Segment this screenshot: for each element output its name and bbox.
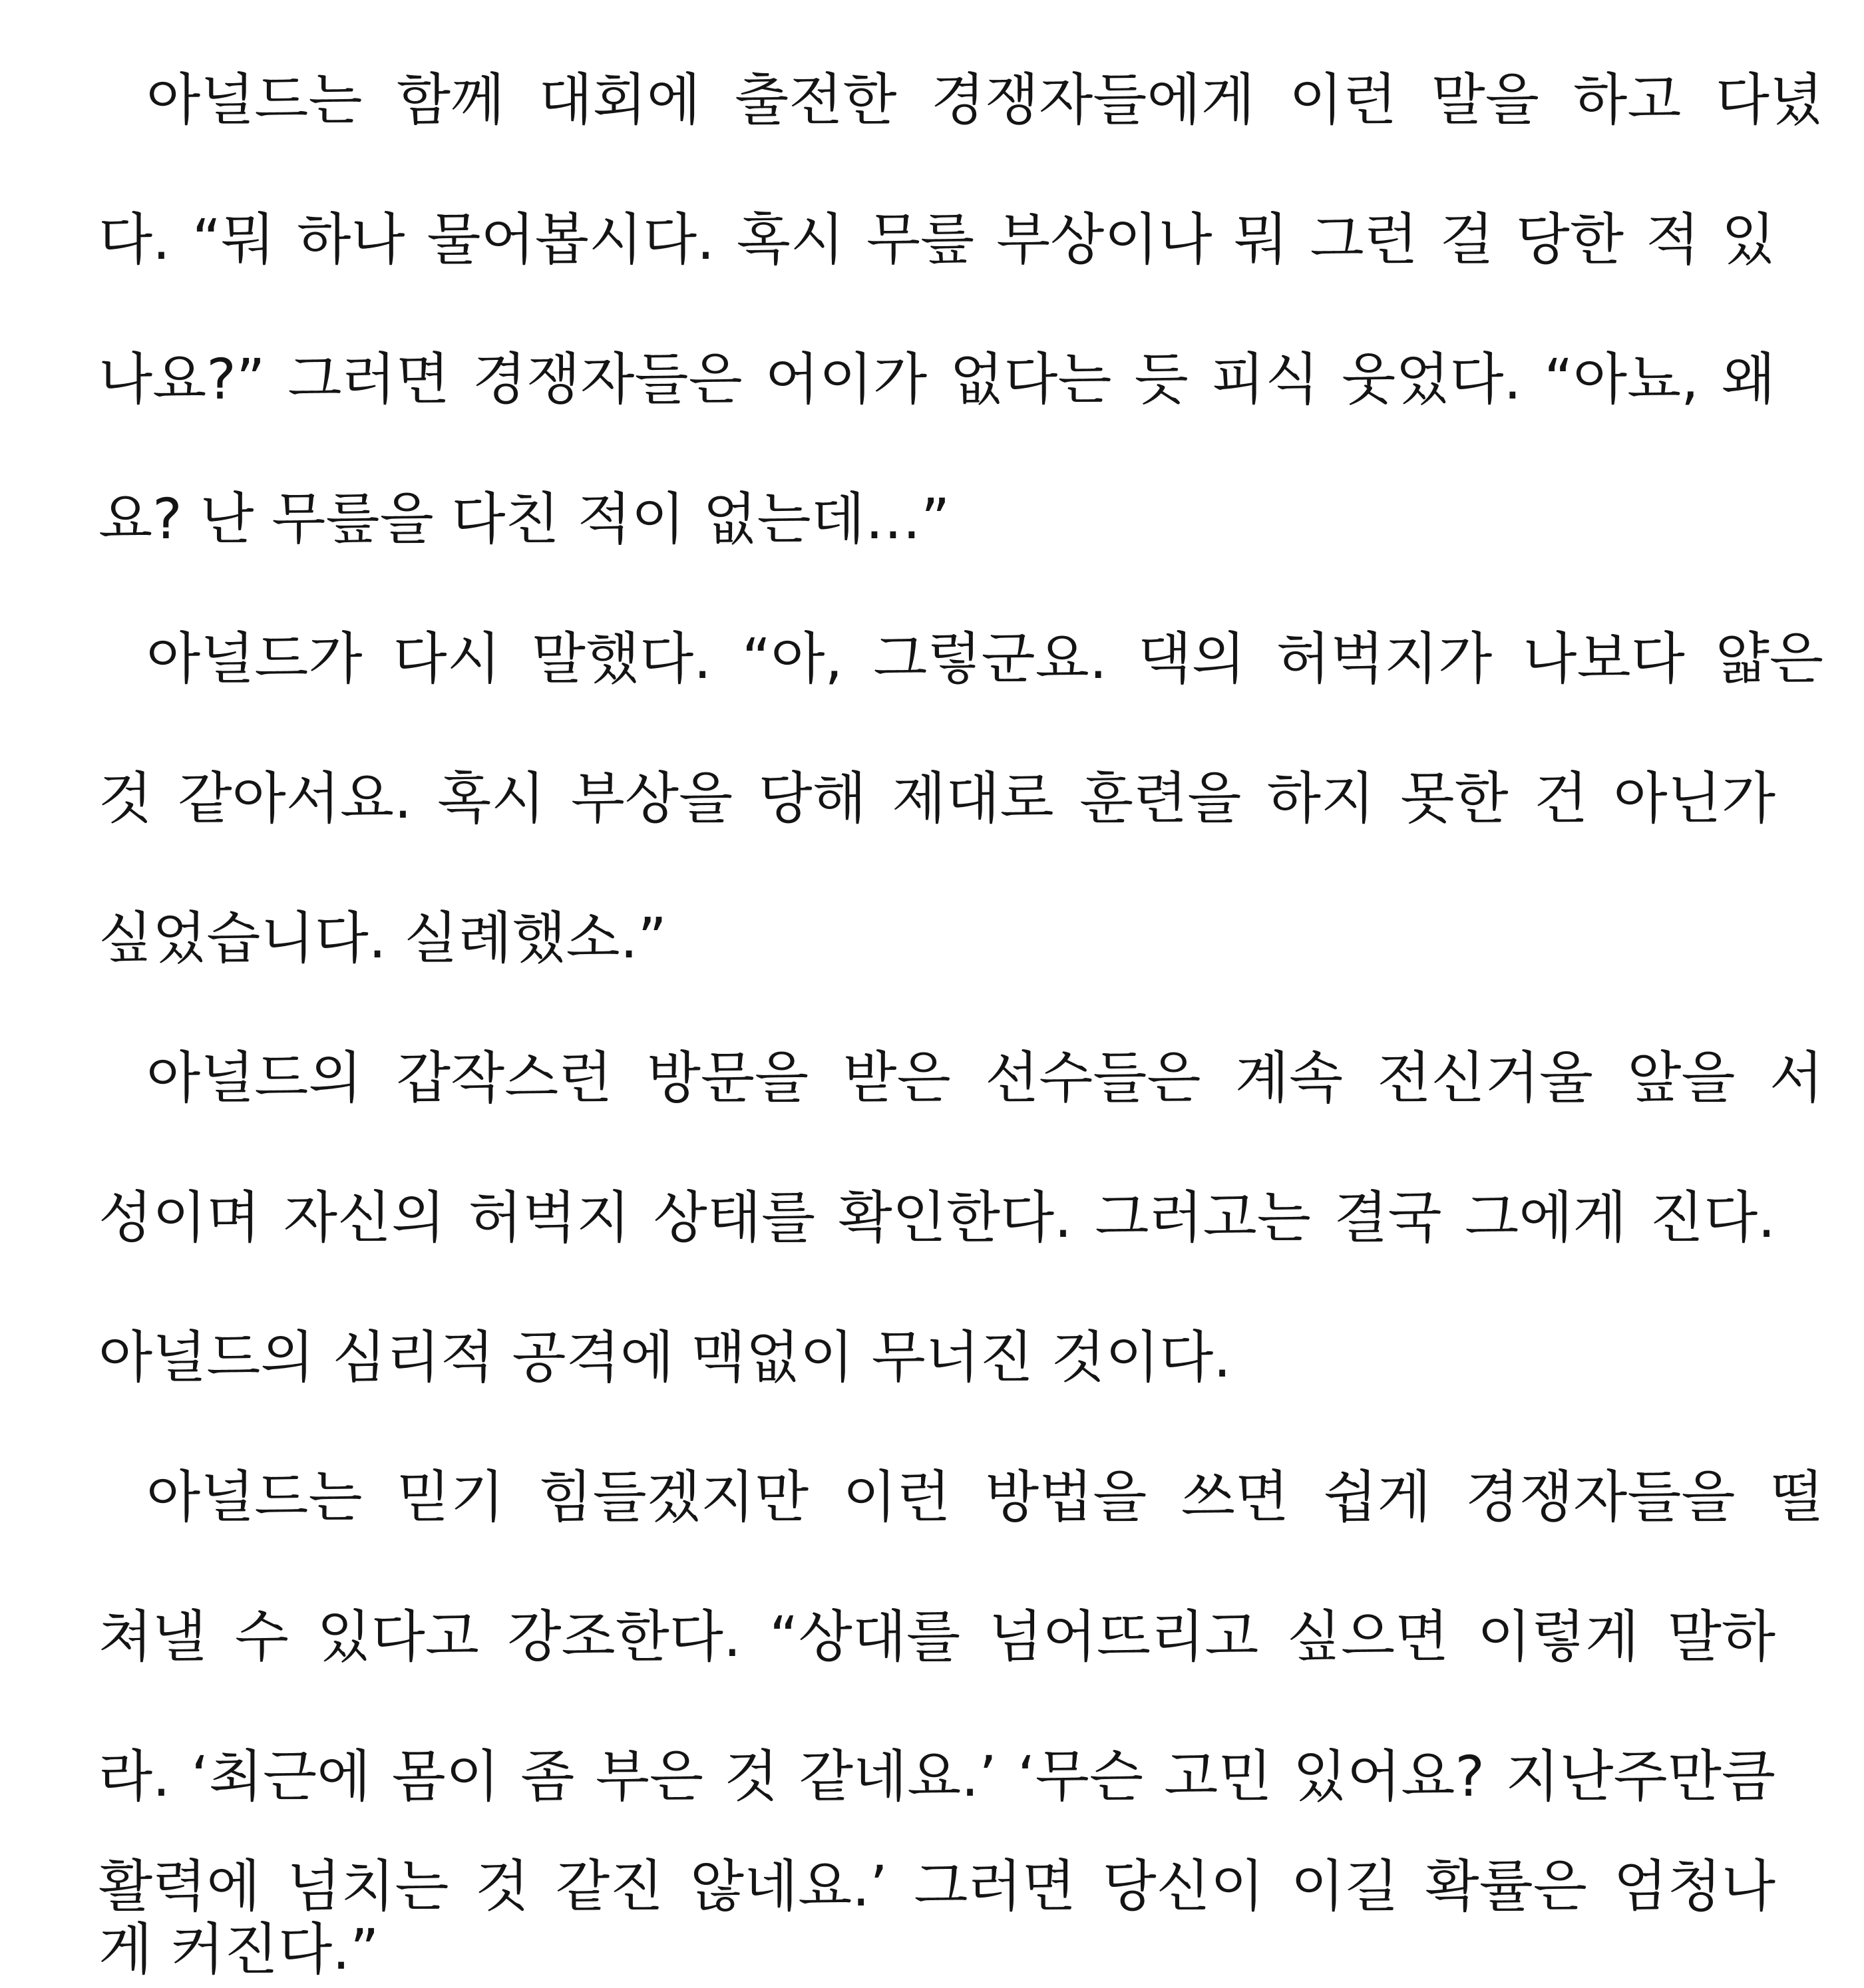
text-line-5: 아널드가 다시 말했다. “아, 그렇군요. 댁의 허벅지가 나보다 얇은	[146, 626, 1823, 691]
text-line-1: 아널드는 함께 대회에 출전한 경쟁자들에게 이런 말을 하고 다녔	[146, 67, 1823, 132]
text-line-12: 쳐낼 수 있다고 강조한다. “상대를 넘어뜨리고 싶으면 이렇게 말하	[98, 1604, 1775, 1669]
text-line-11: 아널드는 믿기 힘들겠지만 이런 방법을 쓰면 쉽게 경쟁자들을 떨	[146, 1464, 1823, 1530]
text-line-10: 아널드의 심리적 공격에 맥없이 무너진 것이다.	[98, 1325, 1231, 1390]
text-line-4: 요? 난 무릎을 다친 적이 없는데…”	[98, 486, 950, 552]
text-line-7: 싶었습니다. 실례했소.”	[98, 906, 667, 971]
text-line-3: 나요?” 그러면 경쟁자들은 어이가 없다는 듯 피식 웃었다. “아뇨, 왜	[98, 347, 1775, 412]
text-line-2: 다. “뭐 하나 물어봅시다. 혹시 무릎 부상이나 뭐 그런 걸 당한 적 있	[98, 207, 1775, 272]
text-line-9: 성이며 자신의 허벅지 상태를 확인한다. 그러고는 결국 그에게 진다.	[98, 1185, 1775, 1250]
text-line-15: 게 커진다.”	[98, 1917, 379, 1982]
text-line-13: 라. ‘최근에 몸이 좀 부은 것 같네요.’ ‘무슨 고민 있어요? 지난주만큼	[98, 1744, 1775, 1809]
text-line-8: 아널드의 갑작스런 방문을 받은 선수들은 계속 전신거울 앞을 서	[146, 1045, 1823, 1110]
text-line-6: 것 같아서요. 혹시 부상을 당해 제대로 훈련을 하지 못한 건 아닌가	[98, 766, 1775, 831]
text-line-14: 활력에 넘치는 것 같진 않네요.’ 그러면 당신이 이길 확률은 엄청나	[98, 1854, 1775, 1919]
